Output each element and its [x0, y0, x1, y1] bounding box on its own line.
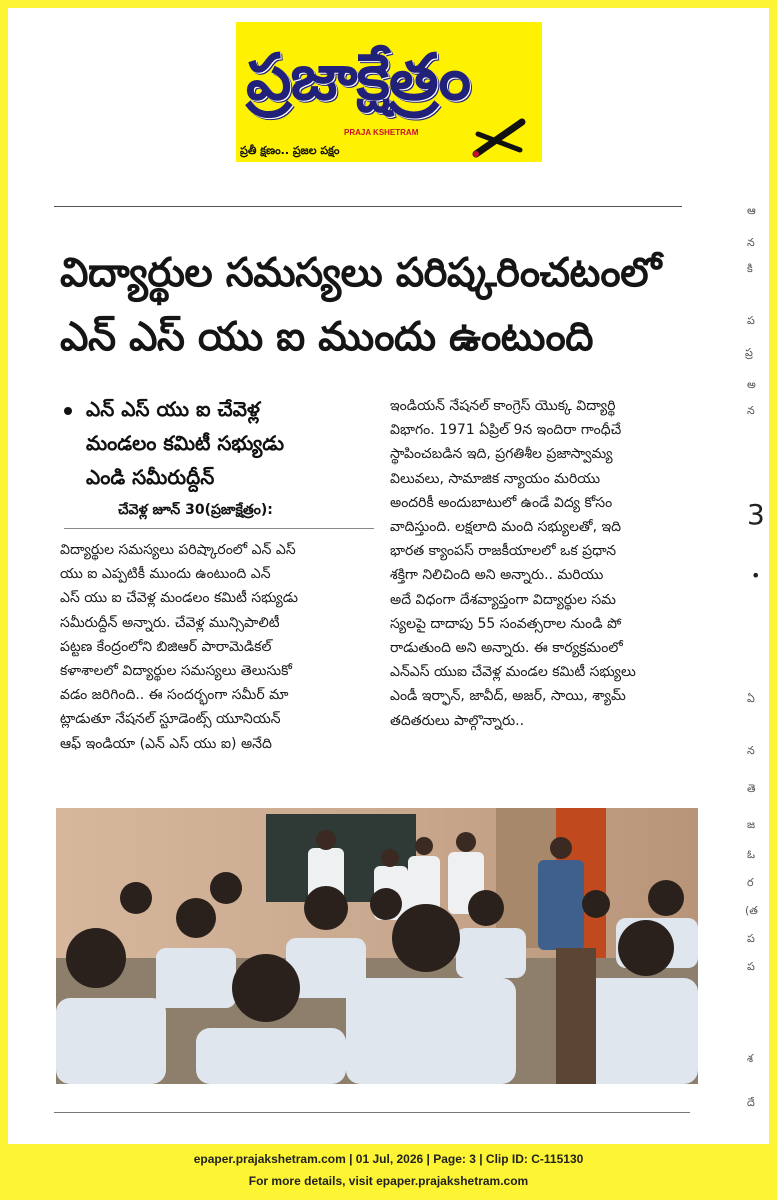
- body-right-line: ఎండీ ఇర్ఫాన్, జావీద్, అజర్, సాయి, శ్యామ్: [390, 688, 626, 705]
- body-right-line: ఎన్ఎస్ యుఐ చేవెళ్ల మండల కమిటీ సభ్యులు: [390, 664, 636, 681]
- strip-char: కి: [747, 262, 753, 275]
- body-left-line: ఎస్ యు ఐ చేవెళ్ల మండలం కమిటీ సభ్యుడు: [60, 590, 298, 607]
- column-divider: [64, 528, 374, 529]
- body-right-line: శక్తిగా నిలిచింది అని అన్నారు.. మరియు: [390, 567, 604, 584]
- strip-char: న: [747, 744, 755, 757]
- top-divider: [54, 206, 682, 207]
- masthead-tagline: ప్రతీ క్షణం.. ప్రజల పక్షం: [240, 144, 340, 157]
- strip-char: ఏ: [747, 692, 755, 705]
- body-right-line: విభాగం. 1971 ఏప్రిల్ 9న ఇందిరా గాంధీచే: [390, 422, 622, 439]
- strip-char: 3: [747, 498, 765, 531]
- masthead-logo: [236, 22, 542, 162]
- strip-char: జ: [747, 818, 756, 831]
- body-left-line: విద్యార్థుల సమస్యలు పరిష్కారంలో ఎన్ ఎస్: [60, 542, 296, 558]
- strip-char: (త: [745, 904, 758, 917]
- body-left-line: ఆఫ్ ఇండియా (ఎన్ ఎస్ యు ఐ) అనేది: [60, 735, 272, 752]
- body-right-line: వాదిస్తుంది. లక్షలాది మంది సభ్యులతో, ఇది: [390, 519, 622, 536]
- strip-char: ప: [747, 314, 755, 327]
- strip-char: న: [747, 404, 755, 417]
- classroom-photo: [56, 808, 698, 1084]
- footer-more-details: For more details, visit epaper.prajakshetram.com: [248, 1174, 529, 1188]
- body-right-line: తదితరులు పాల్గొన్నారు..: [390, 712, 525, 729]
- dateline: చేవెళ్ల జూన్ 30(ప్రజాక్షేత్రం):: [118, 502, 273, 518]
- bullet-icon: [64, 407, 72, 415]
- pen-icon: [470, 114, 530, 160]
- headline-line-2: ఎన్ ఎస్ యు ఐ ముందు ఉంటుంది: [60, 314, 593, 360]
- body-left-line: యు ఐ ఎప్పటికీ ముందు ఉంటుంది ఎన్: [60, 566, 271, 583]
- adjacent-article-strip: [737, 196, 769, 1126]
- strip-char: ర: [747, 876, 754, 889]
- strip-char: అ: [747, 378, 756, 391]
- bottom-divider: [54, 1112, 690, 1113]
- body-left-line: వడం జరిగింది.. ఈ సందర్భంగా సమీర్ మా: [60, 687, 289, 704]
- newspaper-clipping: [8, 8, 769, 1144]
- body-left-line: ట్లాడుతూ నేషనల్ స్టూడెంట్స్ యూనియన్: [60, 711, 281, 728]
- strip-char: దే: [747, 1096, 755, 1109]
- strip-char: ప: [747, 960, 755, 973]
- strip-char: శ: [747, 1052, 754, 1065]
- strip-char: తె: [747, 782, 756, 795]
- strip-char: ఓ: [747, 848, 756, 861]
- subhead-line-1: ఎన్ ఎస్ యు ఐ చేవెళ్ల: [86, 397, 260, 421]
- body-left-line: సమీరుద్దీన్ అన్నారు. చేవెళ్ల మున్సిపాలిటీ: [60, 614, 280, 631]
- classroom-photo-image: [56, 808, 698, 1084]
- strip-char: ఆ: [747, 204, 756, 217]
- body-right-line: రాడుతుంది అని అన్నారు. ఈ కార్యక్రమంలో: [390, 640, 623, 657]
- body-right-line: ఇండియన్ నేషనల్ కాంగ్రెస్ యొక్క విద్యార్థి: [390, 398, 616, 414]
- strip-char: న: [747, 236, 755, 249]
- strip-char: •: [751, 566, 761, 585]
- body-left-line: పట్టణ కేంద్రంలోని బిజిఆర్ పారామెడికల్: [60, 638, 272, 655]
- subhead-line-2: మండలం కమిటీ సభ్యుడు: [86, 431, 285, 455]
- footer-clip-info: epaper.prajakshetram.com | 01 Jul, 2026 | Page: 3 | Clip ID: C-115130: [193, 1152, 584, 1166]
- headline-line-1: విద్యార్థుల సమస్యలు పరిష్కరించటంలో: [60, 250, 661, 296]
- body-right-line: అందరికీ అందుబాటులో ఉండే విద్య కోసం: [390, 494, 613, 511]
- body-left-line: కళాశాలలో విద్యార్థుల సమస్యలు తెలుసుకో: [60, 663, 292, 680]
- body-right-line: అదే విధంగా దేశవ్యాప్తంగా విద్యార్థుల సమ: [390, 591, 616, 608]
- body-right-line: విలువలు, సామాజిక న్యాయం మరియు: [390, 470, 601, 487]
- body-right-line: భారత క్యాంపస్ రాజకీయాలలో ఒక ప్రధాన: [390, 543, 617, 560]
- body-right-line: స్యలపై దాదాపు 55 సంవత్సరాల నుండి పో: [390, 615, 622, 632]
- subhead-line-3: ఎండి సమీరుద్దీన్: [86, 465, 215, 489]
- masthead-english-name: PRAJA KSHETRAM: [344, 128, 419, 137]
- strip-char: ప: [747, 932, 755, 945]
- article-body-left: [60, 538, 298, 756]
- masthead-title: ప్రజాక్షేత్రం: [246, 41, 471, 115]
- body-right-line: స్థాపించబడిన ఇది, ప్రగతిశీల ప్రజాస్వామ్య: [390, 446, 613, 463]
- article-body-right: [390, 394, 636, 733]
- strip-char: ప్ర: [745, 346, 753, 359]
